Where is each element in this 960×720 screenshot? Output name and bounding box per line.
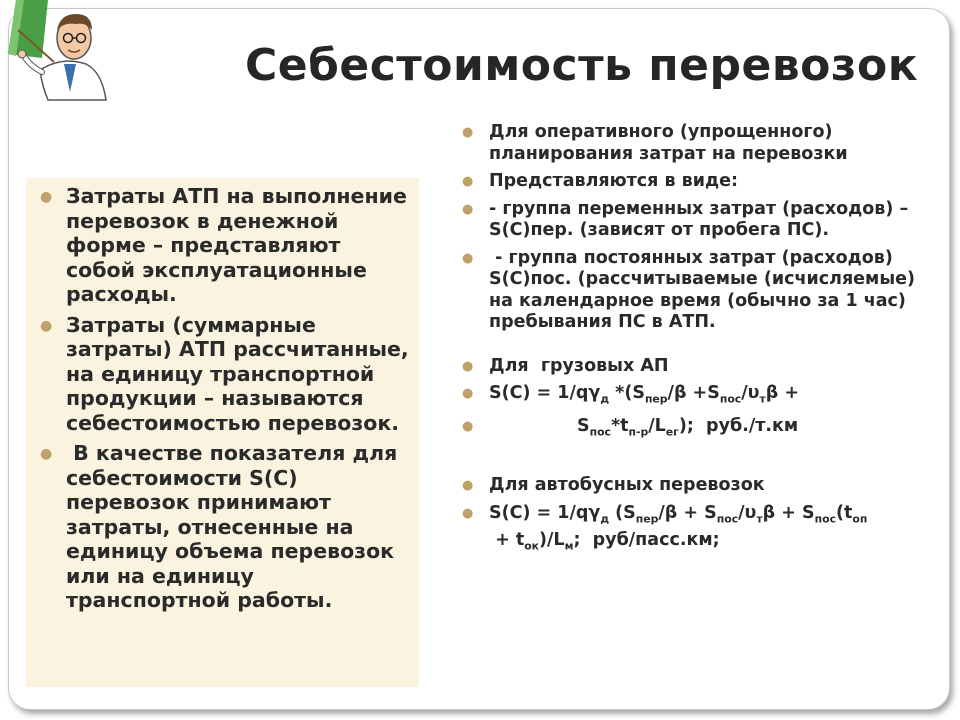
list-spacer <box>462 340 932 356</box>
list-item: ● Представляются в виде: <box>462 171 738 191</box>
bullet-icon: ● <box>462 419 474 434</box>
bullet-icon: ● <box>462 358 474 374</box>
bullet-icon: ● <box>40 317 53 334</box>
formula-cargo-line-1: ● $S(C) = 1/q\gamma_д$ $*(S_{пер}/\beta +S_{пос}/\upsilon_т\beta$ + <box>462 383 800 406</box>
left-bullet-list <box>40 184 414 619</box>
bullet-icon: ● <box>462 125 474 140</box>
list-item: ● - группа переменных затрат (расходов) – S(C)пер. (зависят от пробега ПС). <box>462 198 909 240</box>
list-item: ● Затраты АТП на выполнение перевозок в денежной форме – представляют собой эксплуатационные расходы. <box>40 184 407 306</box>
bullet-icon: ● <box>462 478 474 493</box>
bullet-icon: ● <box>40 446 53 462</box>
list-item: ● - группа постоянных затрат (расходов) S(C)пос. (рассчитываемые (исчисляемые) на календарное время (обычно за 1 час) пребывания ПС в АТП. <box>462 247 922 332</box>
list-item: ● Для автобусных перевозок <box>462 475 765 495</box>
formula-cargo-line-2: ● $S_{пос}*t_{п-р}/L_{ег}$); руб./т.км <box>462 416 799 439</box>
list-item: ● Для оперативного (упрощенного) планирования затрат на перевозки <box>462 122 848 164</box>
bullet-icon: ● <box>462 174 474 189</box>
bullet-icon: ● <box>462 250 474 266</box>
slide-title: Себестоимость перевозок <box>245 40 919 91</box>
teacher-clipart-icon <box>2 0 114 108</box>
list-item: ● Затраты (суммарные затраты) АТП рассчитанные, на единицу транспортной продукции – называются себестоимостью перевозок. <box>40 312 409 435</box>
right-bullet-list <box>462 122 932 563</box>
bullet-icon: ● <box>40 189 53 205</box>
bullet-icon: ● <box>462 505 474 521</box>
bullet-icon: ● <box>462 201 474 217</box>
bullet-icon: ● <box>462 386 474 401</box>
list-item: ● В качестве показателя для себестоимости S(C) перевозок принимают затраты, отнесенные на единицу объема перевозок или на единицу транспортной работы. <box>40 441 405 612</box>
list-item: ● Для грузовых АП <box>462 355 669 376</box>
list-spacer <box>462 449 932 475</box>
formula-bus: ● $S(C) = 1/q\gamma_д$ ($S_{пер}/\beta + S_{пос}/\upsilon_т\beta + S_{пос}(t_{оп} + t_{ок})/L_м$; руб/пасс.км; <box>462 502 868 552</box>
